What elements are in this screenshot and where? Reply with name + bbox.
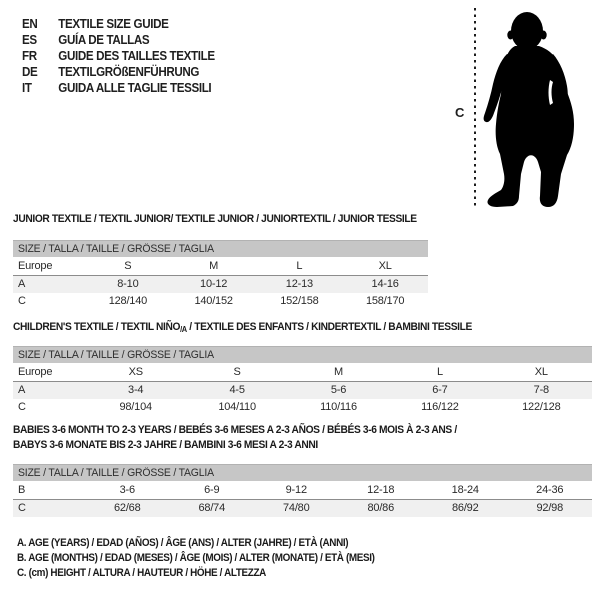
size-cell: 4-5 <box>229 384 245 396</box>
language-code: EN <box>22 17 38 31</box>
size-cell: 6-9 <box>204 484 220 496</box>
size-cell: 7-8 <box>533 384 549 396</box>
children-section-title <box>13 321 472 334</box>
size-cell: 68/74 <box>198 502 226 514</box>
row-label: B <box>18 484 26 496</box>
junior-section-title: JUNIOR TEXTILE / TEXTIL JUNIOR/ TEXTILE JUNIOR / JUNIORTEXTIL / JUNIOR TESSILE <box>13 213 417 225</box>
row-label: Europe <box>18 260 53 272</box>
footnote-a: A. AGE (YEARS) / EDAD (AÑOS) / ÂGE (ANS) / ALTER (JAHRE) / ETÀ (ANNI) <box>17 537 349 549</box>
size-cell: 158/170 <box>365 295 405 307</box>
footnotes <box>17 536 414 581</box>
size-cell: XL <box>534 366 548 378</box>
size-cell: M <box>334 366 343 378</box>
size-cell: 86/92 <box>451 502 479 514</box>
height-measure-label: C <box>455 105 465 120</box>
size-cell: 8-10 <box>117 278 139 290</box>
row-label: C <box>18 401 26 413</box>
size-cell: 14-16 <box>371 278 399 290</box>
size-cell: XL <box>378 260 392 272</box>
size-cell: 122/128 <box>522 401 561 413</box>
size-cell: M <box>209 260 219 272</box>
size-cell: 3-6 <box>119 484 135 496</box>
size-cell: S <box>233 366 241 378</box>
size-cell: 9-12 <box>285 484 307 496</box>
language-row-en <box>22 16 215 32</box>
table-row-height <box>13 500 592 517</box>
table-row-europe <box>13 257 428 276</box>
babies-title-line2: BABYS 3-6 MONATE BIS 2-3 JAHRE / BAMBINI 3-6 MESI A 2-3 ANNI <box>13 439 318 451</box>
size-cell: 74/80 <box>282 502 310 514</box>
language-row-it <box>22 80 215 96</box>
size-cell: 6-7 <box>432 384 448 396</box>
size-cell: 128/140 <box>108 295 148 307</box>
footnote-c: C. (cm) HEIGHT / ALTURA / HAUTEUR / HÖHE / ALTEZZA <box>17 567 266 579</box>
language-code: IT <box>22 81 32 95</box>
size-cell: 5-6 <box>330 384 347 396</box>
size-cell: 104/110 <box>218 401 256 413</box>
size-cell: L <box>436 366 443 378</box>
babies-section-title <box>13 423 457 453</box>
size-cell: 3-4 <box>128 384 144 396</box>
size-header-bar <box>13 464 592 481</box>
language-row-de <box>22 64 215 80</box>
size-cell: XS <box>128 366 143 378</box>
language-row-fr <box>22 48 215 64</box>
table-row-height <box>13 399 592 416</box>
size-cell: 10-12 <box>200 278 228 290</box>
size-header-bar <box>13 346 592 363</box>
children-title-part1: CHILDREN'S TEXTILE / TEXTIL NIÑO <box>13 321 181 333</box>
junior-size-table <box>13 240 428 310</box>
table-row-age <box>13 276 428 293</box>
row-label: C <box>18 295 26 307</box>
row-label: C <box>18 502 26 514</box>
size-cell: 12-18 <box>367 484 395 496</box>
size-cell: 80/86 <box>367 502 395 514</box>
language-code: ES <box>22 33 37 47</box>
row-label: A <box>18 384 26 396</box>
footnote-b: B. AGE (MONTHS) / EDAD (MESES) / ÂGE (MOIS) / ALTER (MONATE) / ETÀ (MESI) <box>17 552 375 564</box>
row-label: A <box>18 278 26 290</box>
size-header-text: SIZE / TALLA / TAILLE / GRÖSSE / TAGLIA <box>18 349 214 361</box>
size-cell: 98/104 <box>119 401 152 413</box>
table-row-europe <box>13 363 592 382</box>
language-title: GUIDE DES TAILLES TEXTILE <box>58 49 215 63</box>
table-row-height <box>13 293 428 310</box>
children-title-part2: / TEXTILE DES ENFANTS / KINDERTEXTIL / BAMBINI TESSILE <box>186 321 472 333</box>
babies-size-table <box>13 464 592 517</box>
size-cell: 92/98 <box>536 502 564 514</box>
size-header-text: SIZE / TALLA / TAILLE / GRÖSSE / TAGLIA <box>18 467 214 479</box>
language-title: GUIDA ALLE TAGLIE TESSILI <box>58 81 212 95</box>
height-measure-dotted-line <box>474 8 476 206</box>
children-size-table <box>13 346 592 416</box>
size-cell: 18-24 <box>451 484 479 496</box>
size-cell: L <box>296 260 303 272</box>
size-cell: 110/116 <box>320 401 357 413</box>
language-code: FR <box>22 49 37 63</box>
size-header-text: SIZE / TALLA / TAILLE / GRÖSSE / TAGLIA <box>18 243 214 255</box>
baby-silhouette-icon <box>481 4 583 212</box>
table-row-months <box>13 481 592 500</box>
size-cell: 152/158 <box>280 295 319 307</box>
size-cell: 12-13 <box>285 278 313 290</box>
babies-title-line1: BABIES 3-6 MONTH TO 2-3 YEARS / BEBÉS 3-6 MESES A 2-3 AÑOS / BÉBÉS 3-6 MOIS À 2-3 ANS / <box>13 424 457 436</box>
size-cell: 24-36 <box>536 484 564 496</box>
size-cell: 62/68 <box>113 502 141 514</box>
language-title: TEXTILGRÖßENFÜHRUNG <box>58 65 200 79</box>
size-cell: 140/152 <box>194 295 233 307</box>
language-title: TEXTILE SIZE GUIDE <box>58 17 169 31</box>
table-row-age <box>13 382 592 399</box>
language-code: DE <box>22 65 38 79</box>
language-title: GUÍA DE TALLAS <box>58 33 150 47</box>
size-cell: 116/122 <box>421 401 459 413</box>
children-title-sub: /A <box>180 325 187 334</box>
size-header-bar <box>13 240 428 257</box>
row-label: Europe <box>18 366 53 378</box>
language-row-es <box>22 32 215 48</box>
language-legend <box>22 16 215 96</box>
size-cell: S <box>124 260 132 272</box>
